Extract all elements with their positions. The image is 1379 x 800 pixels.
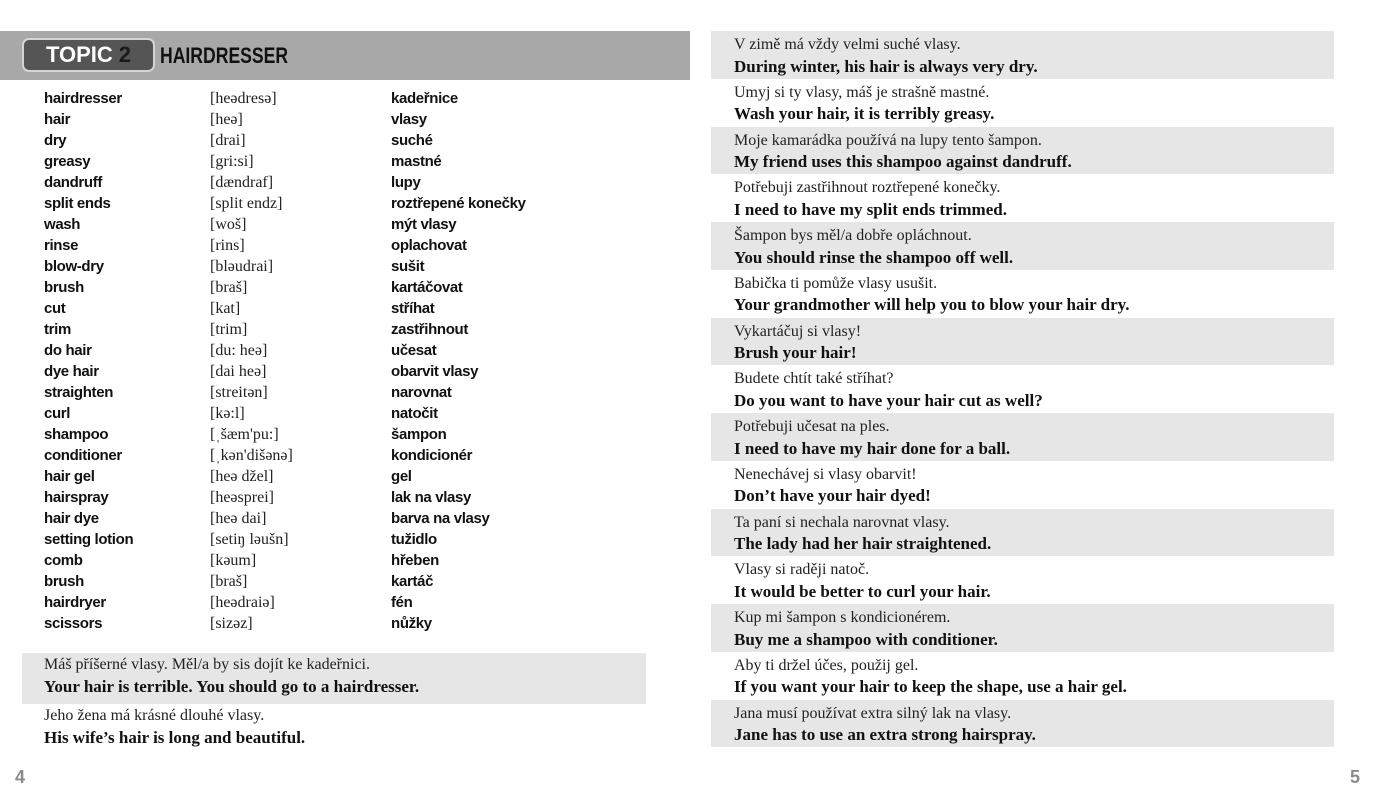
vocab-row — [44, 487, 684, 508]
vocab-row — [44, 151, 684, 172]
sentence-english: I need to have my hair done for a ball. — [734, 438, 1011, 458]
vocab-czech: vlasy — [391, 111, 427, 128]
vocabulary-list — [44, 88, 684, 634]
sentence-czech: Vykartáčuj si vlasy! — [734, 322, 862, 340]
sentence-czech: Nenechávej si vlasy obarvit! — [734, 465, 917, 483]
vocab-english: straighten — [44, 384, 114, 401]
sentence-czech: Budete chtít také stříhat? — [734, 370, 894, 388]
example-sentence — [22, 653, 646, 704]
vocab-czech: roztřepené konečky — [391, 195, 526, 212]
vocab-english: hairdresser — [44, 90, 122, 107]
sentence-english: It would be better to curl your hair. — [734, 581, 991, 601]
vocab-row — [44, 256, 684, 277]
example-sentence — [711, 556, 1334, 604]
sentence-czech: Umyj si ty vlasy, máš je strašně mastné. — [734, 83, 990, 101]
vocab-czech: kartáčovat — [391, 279, 463, 296]
sentence-czech: Jeho žena má krásné dlouhé vlasy. — [44, 707, 265, 724]
vocab-row — [44, 235, 684, 256]
page-number-left: 4 — [15, 767, 26, 787]
vocab-czech: šampon — [391, 426, 447, 443]
vocab-pronunciation: [heə džel] — [210, 468, 274, 485]
vocab-row — [44, 109, 684, 130]
example-sentence — [711, 700, 1334, 748]
sentence-english: You should rinse the shampoo off well. — [734, 247, 1014, 267]
example-sentence — [711, 174, 1334, 222]
vocab-english: split ends — [44, 195, 111, 212]
vocab-row — [44, 592, 684, 613]
sentence-english: Wash your hair, it is terribly greasy. — [734, 104, 995, 124]
sentence-czech: Babička ti pomůže vlasy usušit. — [734, 274, 938, 292]
vocab-czech: tužidlo — [391, 531, 437, 548]
example-sentence — [22, 704, 646, 755]
example-sentence — [711, 604, 1334, 652]
sentence-english: Your hair is terrible. You should go to a hairdresser. — [44, 676, 420, 696]
example-sentence — [711, 31, 1334, 79]
vocab-czech: fén — [391, 594, 413, 611]
vocab-czech: mýt vlasy — [391, 216, 457, 233]
sentence-czech: Máš příšerné vlasy. Měl/a by sis dojít ke kadeřnici. — [44, 656, 370, 673]
vocab-english: cut — [44, 300, 66, 317]
sentence-english: If you want your hair to keep the shape, use a hair gel. — [734, 677, 1127, 697]
vocab-row — [44, 214, 684, 235]
vocab-english: hair dye — [44, 510, 99, 527]
vocab-english: blow-dry — [44, 258, 104, 275]
vocab-pronunciation: [gri:si] — [210, 153, 254, 170]
sentence-english: Brush your hair! — [734, 343, 857, 362]
vocab-english: greasy — [44, 153, 91, 170]
vocab-pronunciation: [trim] — [210, 321, 248, 338]
vocab-pronunciation: [braš] — [210, 573, 248, 590]
vocab-row — [44, 361, 684, 382]
vocab-pronunciation: [braš] — [210, 279, 248, 296]
vocab-pronunciation: [kat] — [210, 300, 241, 317]
example-sentence — [711, 222, 1334, 270]
vocab-pronunciation: [drai] — [210, 132, 246, 149]
vocab-czech: hřeben — [391, 552, 439, 569]
sentence-english: Do you want to have your hair cut as well? — [734, 390, 1043, 410]
vocab-english: shampoo — [44, 426, 109, 443]
sentence-english: Don’t have your hair dyed! — [734, 486, 931, 506]
vocab-czech: učesat — [391, 342, 437, 359]
example-sentence — [711, 652, 1334, 700]
vocab-english: brush — [44, 279, 84, 296]
vocab-czech: kondicionér — [391, 447, 473, 464]
vocab-pronunciation: [kə:l] — [210, 405, 245, 422]
topic-number: 2 — [118, 42, 132, 67]
vocab-english: dandruff — [44, 174, 103, 191]
vocab-czech: zastřihnout — [391, 321, 468, 338]
vocab-pronunciation: [du: heə] — [210, 342, 268, 359]
vocab-czech: barva na vlasy — [391, 510, 490, 527]
vocab-pronunciation: [split endz] — [210, 195, 283, 212]
vocab-row — [44, 466, 684, 487]
topic-title: HAIRDRESSER — [160, 43, 289, 68]
vocab-czech: kadeřnice — [391, 90, 458, 107]
vocab-czech: suché — [391, 132, 433, 149]
vocab-pronunciation: [woš] — [210, 216, 247, 233]
vocab-row — [44, 193, 684, 214]
vocab-row — [44, 550, 684, 571]
vocab-english: setting lotion — [44, 531, 134, 548]
vocab-pronunciation: [dai heə] — [210, 363, 267, 380]
sentence-czech: Šampon bys měl/a dobře opláchnout. — [734, 227, 972, 244]
vocab-english: hairspray — [44, 489, 109, 506]
vocab-row — [44, 529, 684, 550]
example-sentence — [711, 270, 1334, 318]
vocab-pronunciation: [ˌšæm'pu:] — [210, 426, 279, 443]
sentence-czech: Jana musí používat extra silný lak na vlasy. — [734, 704, 1012, 722]
sentence-czech: Vlasy si raději natoč. — [734, 561, 870, 579]
sentence-english: I need to have my split ends trimmed. — [734, 199, 1007, 219]
vocab-english: hair — [44, 111, 71, 128]
sentence-english: His wife’s hair is long and beautiful. — [44, 727, 306, 747]
vocab-english: hairdryer — [44, 594, 106, 611]
vocab-czech: natočit — [391, 405, 438, 422]
sentence-czech: Potřebuji učesat na ples. — [734, 418, 890, 435]
page-number-right: 5 — [1350, 767, 1361, 787]
vocab-row — [44, 403, 684, 424]
vocab-english: hair gel — [44, 468, 95, 485]
vocab-row — [44, 508, 684, 529]
vocab-pronunciation: [heəsprei] — [210, 489, 274, 506]
example-sentence — [711, 509, 1334, 557]
vocab-row — [44, 340, 684, 361]
vocab-row — [44, 571, 684, 592]
vocab-row — [44, 130, 684, 151]
vocab-english: scissors — [44, 615, 103, 632]
topic-label: TOPIC — [45, 42, 113, 67]
example-sentence — [711, 79, 1334, 127]
vocab-czech: narovnat — [391, 384, 452, 401]
example-sentences-left — [22, 653, 646, 755]
vocab-english: dry — [44, 132, 67, 149]
vocab-czech: kartáč — [391, 573, 434, 590]
topic-badge — [22, 38, 155, 72]
vocab-row — [44, 382, 684, 403]
example-sentences-right — [711, 31, 1334, 747]
vocab-czech: gel — [391, 468, 412, 485]
vocab-row — [44, 424, 684, 445]
sentence-czech: Aby ti držel účes, použij gel. — [734, 656, 919, 674]
vocab-english: trim — [44, 321, 71, 338]
sentence-czech: Potřebuji zastřihnout roztřepené konečky. — [734, 179, 1001, 197]
sentence-english: My friend uses this shampoo against dandruff. — [734, 152, 1072, 171]
vocab-pronunciation: [setiŋ ləušn] — [210, 531, 289, 548]
vocab-english: wash — [44, 216, 81, 233]
sentence-english: Jane has to use an extra strong hairspray. — [734, 725, 1036, 744]
example-sentence — [711, 365, 1334, 413]
example-sentence — [711, 461, 1334, 509]
vocab-czech: stříhat — [391, 300, 435, 317]
vocab-czech: nůžky — [391, 615, 432, 632]
vocab-english: comb — [44, 552, 83, 569]
sentence-czech: V zimě má vždy velmi suché vlasy. — [734, 36, 961, 53]
example-sentence — [711, 413, 1334, 461]
vocab-row — [44, 172, 684, 193]
vocab-czech: obarvit vlasy — [391, 363, 479, 380]
vocab-czech: mastné — [391, 153, 442, 170]
vocab-english: rinse — [44, 237, 79, 254]
vocab-czech: oplachovat — [391, 237, 467, 254]
vocab-english: do hair — [44, 342, 92, 359]
sentence-czech: Ta paní si nechala narovnat vlasy. — [734, 513, 950, 531]
vocab-pronunciation: [sizəz] — [210, 615, 253, 632]
sentence-english: Your grandmother will help you to blow your hair dry. — [734, 295, 1130, 315]
vocab-row — [44, 298, 684, 319]
vocab-row — [44, 88, 684, 109]
sentence-czech: Moje kamarádka používá na lupy tento šampon. — [734, 131, 1042, 149]
vocab-english: dye hair — [44, 363, 99, 380]
vocab-row — [44, 319, 684, 340]
vocab-pronunciation: [kəum] — [210, 552, 257, 569]
sentence-english: During winter, his hair is always very dry. — [734, 56, 1038, 76]
vocab-pronunciation: [heədraiə] — [210, 594, 275, 611]
vocab-czech: lupy — [391, 174, 421, 191]
vocab-czech: lak na vlasy — [391, 489, 472, 506]
sentence-czech: Kup mi šampon s kondicionérem. — [734, 609, 951, 626]
example-sentence — [711, 127, 1334, 175]
vocab-pronunciation: [rins] — [210, 237, 245, 254]
sentence-english: Buy me a shampoo with conditioner. — [734, 629, 998, 649]
vocab-pronunciation: [bləudrai] — [210, 258, 274, 275]
example-sentence — [711, 318, 1334, 366]
vocab-row — [44, 277, 684, 298]
vocab-pronunciation: [heədresə] — [210, 90, 277, 107]
vocab-english: conditioner — [44, 447, 122, 464]
vocab-pronunciation: [streitən] — [210, 384, 268, 401]
vocab-pronunciation: [heə dai] — [210, 510, 267, 527]
vocab-pronunciation: [heə] — [210, 111, 243, 128]
vocab-row — [44, 445, 684, 466]
vocab-pronunciation: [dændraf] — [210, 174, 274, 191]
sentence-english: The lady had her hair straightened. — [734, 534, 992, 553]
vocab-pronunciation: [ˌkən'dišənə] — [210, 447, 293, 464]
vocab-english: curl — [44, 405, 71, 422]
vocab-row — [44, 613, 684, 634]
vocab-english: brush — [44, 573, 84, 590]
vocab-czech: sušit — [391, 258, 425, 275]
